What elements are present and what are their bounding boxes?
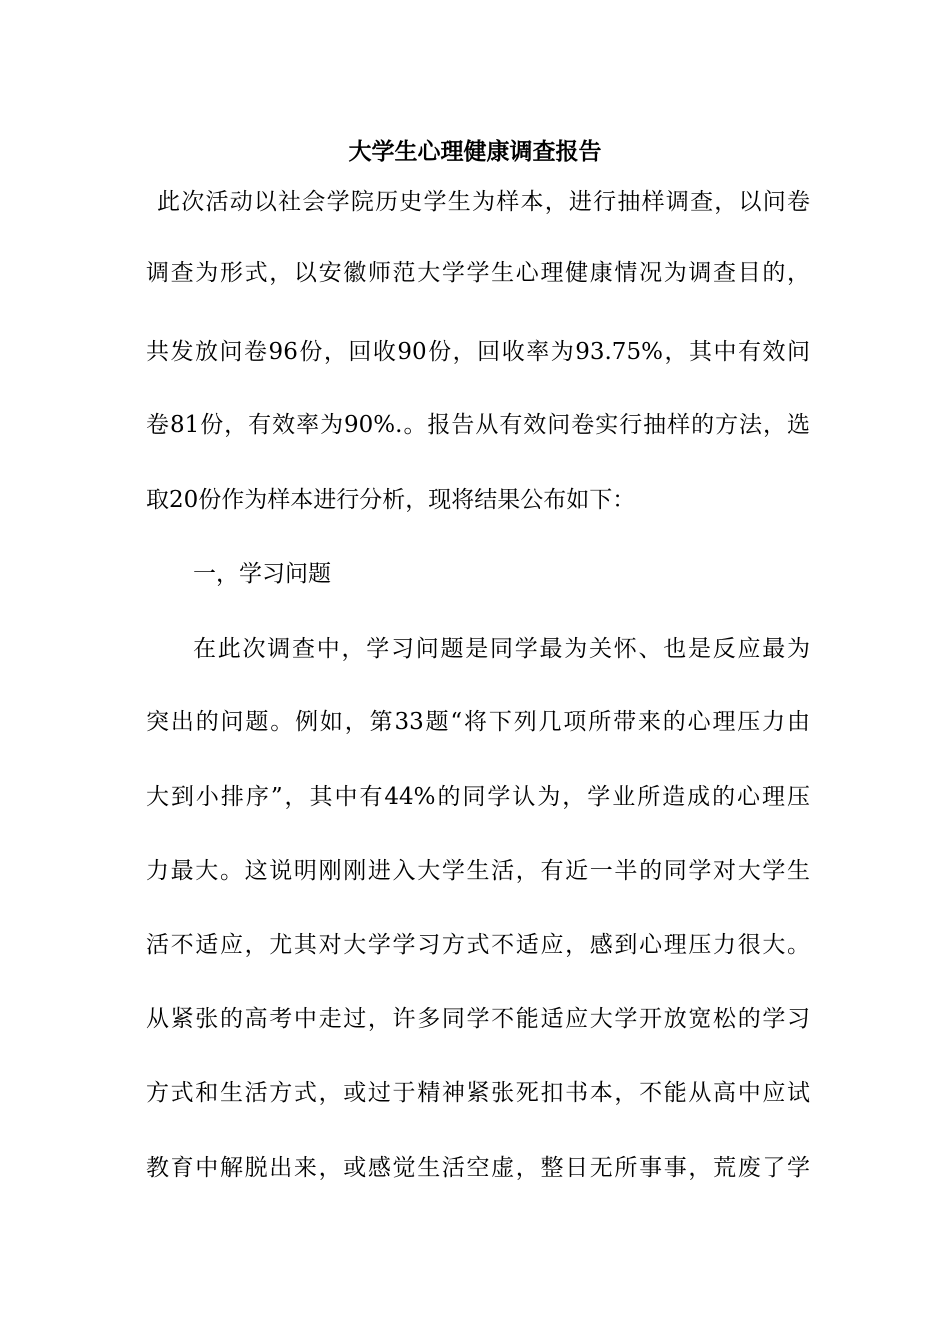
intro-line-4: 卷81份，有效率为90%.。报告从有效问卷实行抽样的方法，选 xyxy=(146,412,810,438)
body-line-6: 从紧张的高考中走过，许多同学不能适应大学开放宽松的学习 xyxy=(146,1006,810,1032)
intro-line-5: 取20份作为样本进行分析，现将结果公布如下： xyxy=(146,487,636,513)
intro-line-2: 调查为形式，以安徽师范大学学生心理健康情况为调查目的， xyxy=(146,260,810,286)
body-line-8: 教育中解脱出来，或感觉生活空虚，整日无所事事，荒废了学 xyxy=(146,1155,810,1181)
body-line-4: 力最大。这说明刚刚进入大学生活，有近一半的同学对大学生 xyxy=(146,858,810,884)
body-line-2: 突出的问题。例如，第33题“将下列几项所带来的心理压力由 xyxy=(146,709,810,735)
body-line-3: 大到小排序”，其中有44%的同学认为，学业所造成的心理压 xyxy=(146,784,810,810)
intro-line-1: 此次活动以社会学院历史学生为样本，进行抽样调查，以问卷 xyxy=(157,189,810,215)
intro-line-3: 共发放问卷96份，回收90份，回收率为93.75%，其中有效问 xyxy=(146,339,810,365)
section-heading: 一，学习问题 xyxy=(193,561,331,587)
document-title: 大学生心理健康调查报告 xyxy=(348,138,602,165)
body-line-1: 在此次调查中，学习问题是同学最为关怀、也是反应最为 xyxy=(193,636,810,662)
body-line-5: 活不适应，尤其对大学学习方式不适应，感到心理压力很大。 xyxy=(146,932,810,958)
body-line-7: 方式和生活方式，或过于精神紧张死扣书本，不能从高中应试 xyxy=(146,1080,810,1106)
